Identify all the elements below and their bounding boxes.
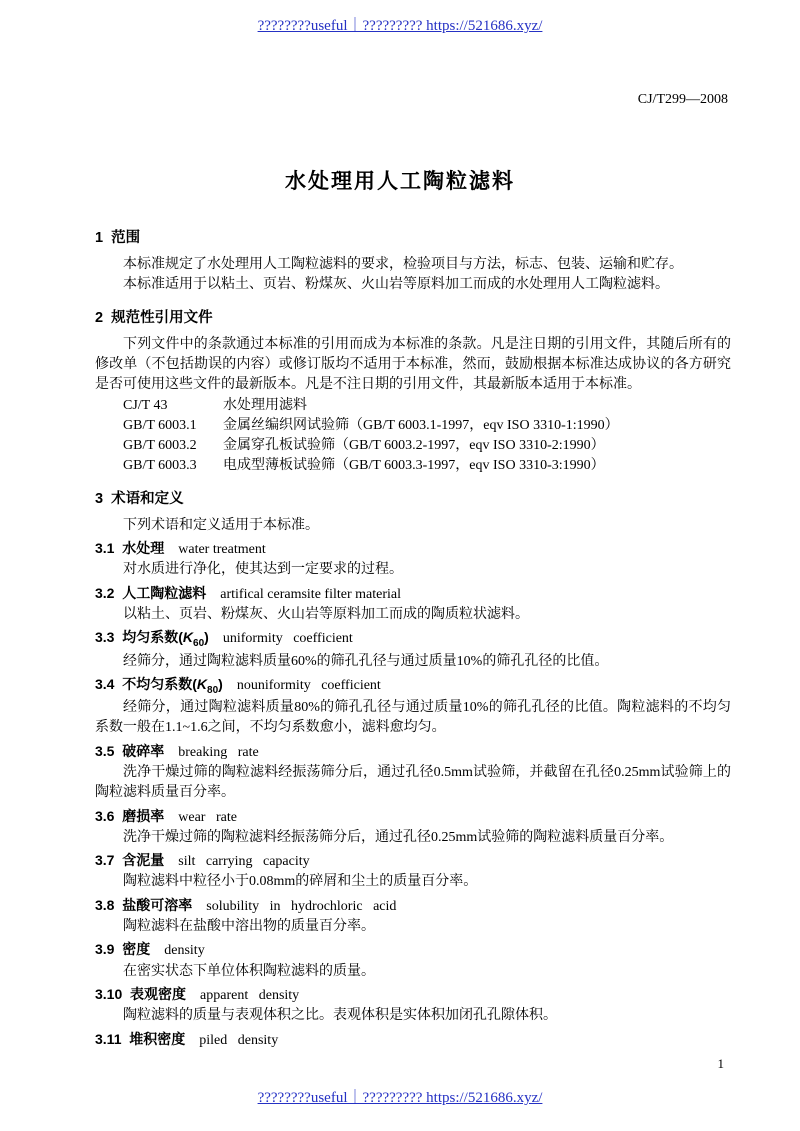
paragraph: 在密实状态下单位体积陶粒滤料的质量。 <box>123 963 375 979</box>
section-heading: 3 术语和定义 <box>95 490 184 507</box>
term-heading <box>95 583 731 605</box>
term-zh: 3.11 堆积密度 <box>95 1030 186 1047</box>
reference-code: GB/T 6003.1 <box>123 417 197 433</box>
reference-code: CJ/T 43 <box>123 397 168 413</box>
reference-title: 水处理用滤料 <box>223 397 307 413</box>
page-number: 1 <box>717 1056 724 1071</box>
paragraph: 下列文件中的条款通过本标准的引用而成为本标准的条款。凡是注日期的引用文件，其随后所有的修改单（不包括勘误的内容）或修订版均不适用于本标准，然而，鼓励根据本标准达成协议的各方研究是否可使用这些文件的最新版本。凡是不注日期的引用文件，其最新版本适用于本标准。 <box>95 336 731 393</box>
term-zh: 3.7 含泥量 <box>95 852 165 869</box>
term-zh: 3.9 密度 <box>95 941 151 958</box>
page-title: 水处理用人工陶粒滤料 <box>285 170 515 193</box>
term-zh: 3.6 磨损率 <box>95 807 165 824</box>
paragraph: 本标准规定了水处理用人工陶粒滤料的要求，检验项目与方法，标志、包装、运输和贮存。 <box>123 257 683 273</box>
term-heading <box>95 984 731 1006</box>
term-heading <box>95 939 731 961</box>
paragraph: 以粘土、页岩、粉煤灰、火山岩等原料加工而成的陶质粒状滤料。 <box>123 606 529 622</box>
reference-item <box>95 416 731 436</box>
term-zh: 3.1 水处理 <box>95 540 165 557</box>
term-en: solubility in hydrochloric acid <box>206 898 397 914</box>
term-en: artifical ceramsite filter material <box>220 586 401 602</box>
reference-title: 金属丝编织网试验筛（GB/T 6003.1-1997，eqv ISO 3310-1:1990） <box>223 417 619 433</box>
reference-title: 金属穿孔板试验筛（GB/T 6003.2-1997，eqv ISO 3310-2:1990） <box>223 438 605 454</box>
paragraph: 洗净干燥过筛的陶粒滤料经振荡筛分后，通过孔径0.25mm试验筛的陶粒滤料质量百分率。 <box>123 829 674 845</box>
paragraph: 下列术语和定义适用于本标准。 <box>123 517 319 533</box>
term-heading <box>95 538 731 560</box>
term-en: nouniformity coefficient <box>236 677 381 693</box>
reference-item <box>95 396 731 416</box>
term-zh: 3.5 破碎率 <box>95 742 165 759</box>
paragraph: 经筛分，通过陶粒滤料质量80%的筛孔孔径与通过质量10%的筛孔孔径的比值。陶粒滤料的不均匀系数一般在1.1~1.6之间，不均匀系数愈小，滤料愈均匀。 <box>95 700 731 736</box>
paragraph: 洗净干燥过筛的陶粒滤料经振荡筛分后，通过孔径0.5mm试验筛，并截留在孔径0.25mm试验筛上的陶粒滤料质量百分率。 <box>95 764 731 801</box>
term-en: silt carrying capacity <box>178 854 310 870</box>
reference-code: GB/T 6003.2 <box>123 438 197 454</box>
section-heading: 1 范围 <box>95 230 141 246</box>
term-en: water treatment <box>178 542 266 558</box>
term-zh: 3.4 不均匀系数$(K_{80})$ <box>95 675 223 696</box>
term-zh: 3.8 盐酸可溶率 <box>95 896 193 913</box>
paragraph: 经筛分，通过陶粒滤料质量60%的筛孔孔径与通过质量10%的筛孔孔径的比值。 <box>123 653 609 669</box>
term-en: uniformity coefficient <box>222 631 353 647</box>
section-heading: 2 规范性引用文件 <box>95 309 213 326</box>
term-heading <box>95 806 731 828</box>
term-heading <box>95 1029 731 1051</box>
watermark-link-top[interactable]: ????????useful｜????????? https://521686.xyz/ <box>257 18 543 34</box>
reference-item <box>95 456 731 476</box>
term-zh: 3.3 均匀系数$(K_{60})$ <box>95 629 209 649</box>
paragraph: 陶粒滤料的质量与表观体积之比。表观体积是实体积加闭孔孔隙体积。 <box>123 1008 557 1024</box>
paragraph: 陶粒滤料在盐酸中溶出物的质量百分率。 <box>123 919 375 935</box>
document-code: CJ/T299—2008 <box>637 92 728 107</box>
term-en: piled density <box>199 1032 279 1048</box>
reference-item <box>95 436 731 456</box>
term-en: breaking rate <box>178 744 259 760</box>
term-en: apparent density <box>200 987 300 1003</box>
term-heading <box>95 850 731 872</box>
term-heading <box>95 627 731 651</box>
paragraph: 陶粒滤料中粒径小于0.08mm的碎屑和尘土的质量百分率。 <box>123 874 478 890</box>
term-en: density <box>164 943 205 959</box>
term-heading <box>95 674 731 698</box>
reference-code: GB/T 6003.3 <box>123 458 197 474</box>
document-body <box>95 228 731 1051</box>
watermark-link-bottom[interactable]: ????????useful｜????????? https://521686.xyz/ <box>257 1090 543 1106</box>
reference-title: 电成型薄板试验筛（GB/T 6003.3-1997，eqv ISO 3310-3:1990） <box>223 458 605 474</box>
paragraph: 本标准适用于以粘土、页岩、粉煤灰、火山岩等原料加工而成的水处理用人工陶粒滤料。 <box>123 277 669 293</box>
term-heading <box>95 895 731 917</box>
term-en: wear rate <box>178 809 237 825</box>
term-zh: 3.2 人工陶粒滤料 <box>95 584 207 601</box>
paragraph: 对水质进行净化，使其达到一定要求的过程。 <box>123 562 403 578</box>
term-heading <box>95 741 731 763</box>
term-zh: 3.10 表观密度 <box>95 985 187 1002</box>
